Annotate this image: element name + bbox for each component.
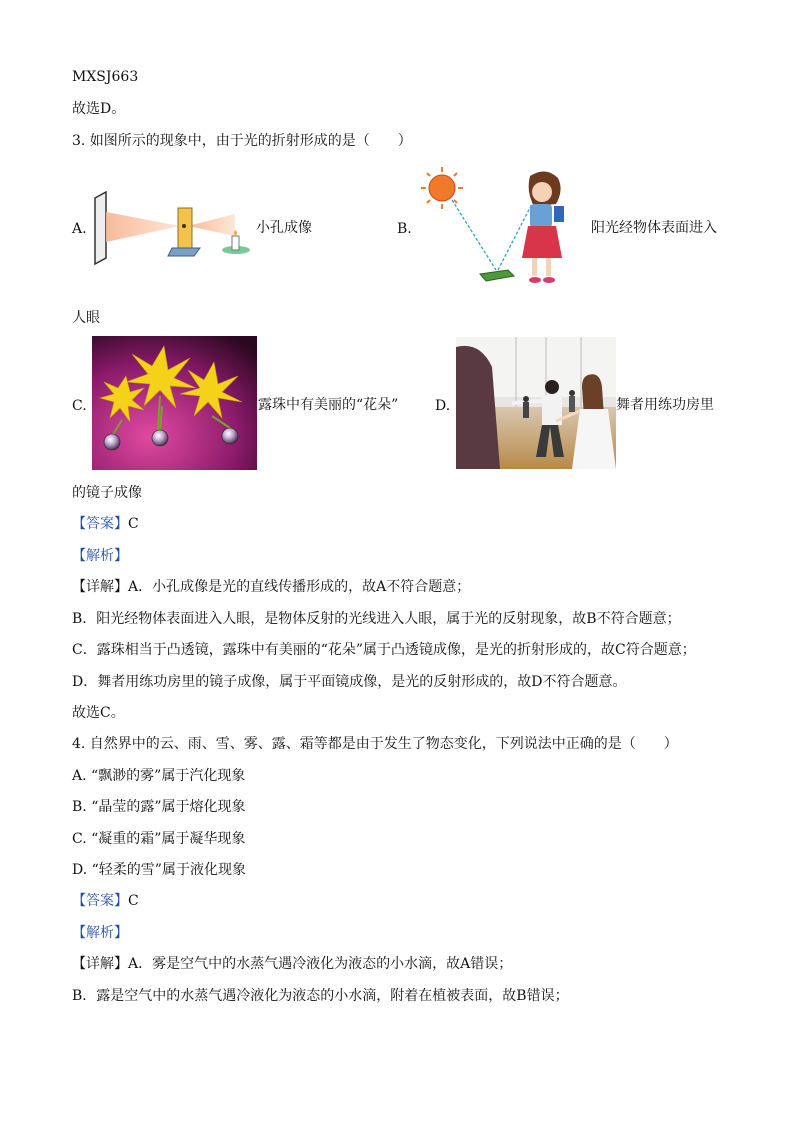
sun-icon	[421, 167, 463, 209]
girl-figure	[522, 171, 564, 283]
q4-detail-line: 【详解】A．雾是空气中的水蒸气遇冷液化为液态的小水滴，故A错误；	[72, 956, 513, 972]
pinhole-camera-figure	[90, 190, 250, 265]
q3-option-c-caption: 露珠中有美丽的“花朵”	[258, 397, 399, 413]
q3-option-c-letter: C.	[72, 398, 87, 414]
q3-option-d-caption: 舞者用练功房里	[616, 397, 714, 413]
q3-option-b-caption: 阳光经物体表面进入	[591, 220, 717, 236]
dewdrop-flower-photo	[92, 336, 257, 470]
q3-detail-line: D．舞者用练功房里的镜子成像，属于平面镜成像，是光的反射形成的，故D不符合题意。	[72, 674, 627, 690]
q4-analysis-label: 【解析】	[72, 925, 128, 941]
q3-answer-label: 【答案】	[72, 516, 128, 532]
q4-option: C. “凝重的霜”属于凝华现象	[72, 831, 246, 847]
q4-option: D. “轻柔的雪”属于液化现象	[72, 862, 246, 878]
q3-answer	[72, 515, 139, 533]
q3-option-b-caption-cont: 人眼	[72, 310, 100, 326]
q3-option-a-caption: 小孔成像	[256, 220, 312, 236]
q3-stem: 3. 如图所示的现象中，由于光的折射形成的是（ ）	[72, 133, 412, 149]
q3-analysis-label: 【解析】	[72, 548, 128, 564]
q3-option-d-caption-cont: 的镜子成像	[72, 485, 142, 501]
header-code: MXSJ663	[72, 69, 139, 85]
prev-conclusion: 故选D。	[72, 101, 126, 117]
q3-detail-line: B．阳光经物体表面进入人眼，是物体反射的光线进入人眼，属于光的反射现象，故B不符合题意；	[72, 611, 681, 627]
q4-stem: 4. 自然界中的云、雨、雪、雾、露、霜等都是由于发生了物态变化，下列说法中正确的是（ ）	[72, 736, 678, 752]
q3-detail-line: C．露珠相当于凸透镜，露珠中有美丽的“花朵”属于凸透镜成像，是光的折射形成的，故C符合题意；	[72, 642, 696, 658]
q3-option-b-letter: B.	[397, 221, 412, 237]
q3-option-d-letter: D.	[435, 398, 451, 414]
dance-studio-photo	[456, 337, 616, 469]
q3-answer-value: C	[128, 516, 139, 532]
q4-detail-line: B．露是空气中的水蒸气遇冷液化为液态的小水滴，附着在植被表面，故B错误；	[72, 988, 569, 1004]
q4-option: B. “晶莹的露”属于熔化现象	[72, 799, 246, 815]
q4-answer-value: C	[128, 893, 139, 909]
q3-conclusion: 故选C。	[72, 705, 125, 721]
q4-answer-label: 【答案】	[72, 893, 128, 909]
q4-answer	[72, 892, 139, 910]
q3-option-a-letter: A.	[72, 221, 87, 237]
q3-detail-line: 【详解】A．小孔成像是光的直线传播形成的，故A不符合题意；	[72, 579, 471, 595]
q4-option: A. “飘渺的雾”属于汽化现象	[72, 768, 246, 784]
reflection-figure	[418, 164, 578, 294]
